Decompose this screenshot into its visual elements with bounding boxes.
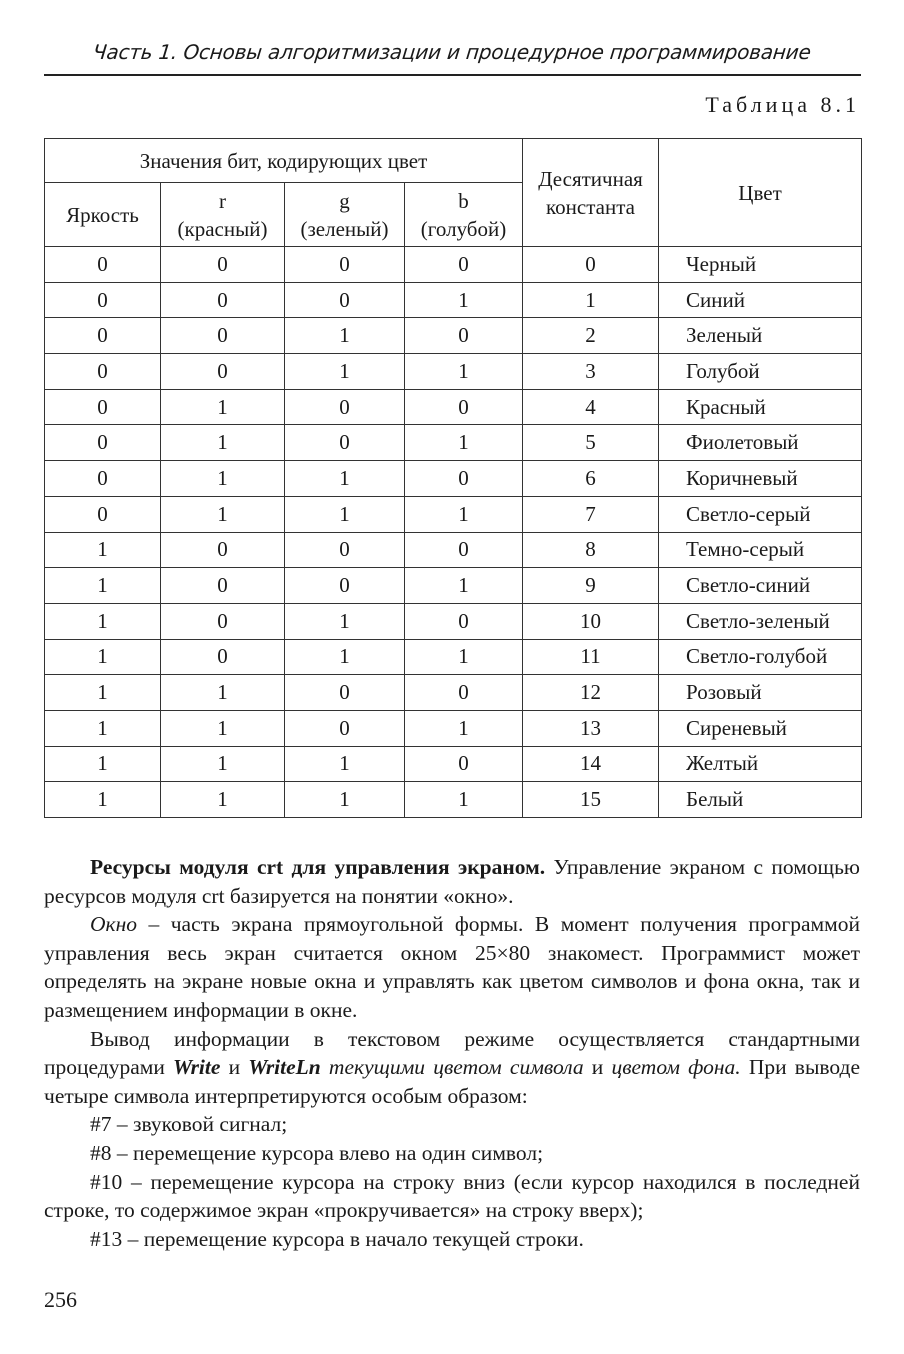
bits-group-header: Значения бит, кодирующих цвет: [45, 139, 523, 183]
green-bit-cell: 1: [285, 782, 405, 818]
table-row: [45, 603, 862, 639]
table-row: [45, 568, 862, 604]
green-bit-cell: 0: [285, 247, 405, 283]
table-row: [45, 318, 862, 354]
green-bit-cell: 1: [285, 746, 405, 782]
brightness-cell: 0: [45, 389, 161, 425]
conjunction: и: [583, 1055, 612, 1080]
color-name-cell: Фиолетовый: [659, 425, 862, 461]
color-name-cell: Красный: [659, 389, 862, 425]
decimal-cell: 15: [523, 782, 659, 818]
table-row: [45, 282, 862, 318]
red-bit-name: (красный): [177, 216, 268, 241]
green-bit-cell: 0: [285, 282, 405, 318]
blue-bit-cell: 0: [405, 318, 523, 354]
color-name-cell: Желтый: [659, 746, 862, 782]
red-bit-letter: r: [219, 188, 226, 213]
red-bit-cell: 1: [161, 710, 285, 746]
green-bit-letter: g: [339, 188, 350, 213]
color-name-cell: Темно-серый: [659, 532, 862, 568]
color-name-cell: Голубой: [659, 354, 862, 390]
table-row: [45, 639, 862, 675]
green-bit-name: (зеленый): [300, 216, 389, 241]
blue-bit-cell: 1: [405, 639, 523, 675]
green-bit-cell: 0: [285, 532, 405, 568]
table-row: [45, 461, 862, 497]
blue-bit-cell: 0: [405, 532, 523, 568]
table-row: [45, 425, 862, 461]
decimal-cell: 13: [523, 710, 659, 746]
red-bit-cell: 0: [161, 568, 285, 604]
brightness-cell: 1: [45, 639, 161, 675]
color-name-cell: Розовый: [659, 675, 862, 711]
italic-phrase: цветом фона.: [611, 1055, 741, 1080]
color-name-cell: Светло-синий: [659, 568, 862, 604]
green-bit-cell: 0: [285, 568, 405, 604]
red-bit-cell: 1: [161, 746, 285, 782]
color-name-cell: Коричневый: [659, 461, 862, 497]
brightness-cell: 0: [45, 318, 161, 354]
blue-bit-cell: 0: [405, 603, 523, 639]
brightness-cell: 1: [45, 603, 161, 639]
green-bit-cell: 1: [285, 354, 405, 390]
blue-bit-letter: b: [458, 188, 469, 213]
green-bit-header: [285, 183, 405, 247]
red-bit-cell: 1: [161, 496, 285, 532]
procedure-write: Write: [173, 1055, 221, 1080]
table-caption: Таблица 8.1: [705, 92, 860, 117]
color-name-cell: Черный: [659, 247, 862, 283]
brightness-header: Яркость: [45, 183, 161, 247]
brightness-cell: 0: [45, 282, 161, 318]
decimal-cell: 1: [523, 282, 659, 318]
red-bit-cell: 0: [161, 354, 285, 390]
decimal-cell: 2: [523, 318, 659, 354]
blue-bit-name: (голубой): [420, 216, 507, 241]
color-name-cell: Светло-зеленый: [659, 603, 862, 639]
page-number: 256: [44, 1287, 77, 1312]
decimal-cell: 10: [523, 603, 659, 639]
header-rule: [44, 74, 861, 76]
table-row: [45, 496, 862, 532]
paragraph-output: [44, 1025, 860, 1111]
table-row: [45, 532, 862, 568]
blue-bit-cell: 1: [405, 568, 523, 604]
table-row: [45, 354, 862, 390]
procedure-writeln: WriteLn: [248, 1055, 321, 1080]
paragraph-window: [44, 910, 860, 1024]
green-bit-cell: 0: [285, 389, 405, 425]
table-row: [45, 389, 862, 425]
red-bit-header: [161, 183, 285, 247]
blue-bit-cell: 1: [405, 496, 523, 532]
list-item-backspace: #8 – перемещение курсора влево на один символ;: [90, 1140, 544, 1165]
decimal-cell: 0: [523, 247, 659, 283]
brightness-cell: 0: [45, 461, 161, 497]
decimal-cell: 3: [523, 354, 659, 390]
blue-bit-cell: 0: [405, 247, 523, 283]
brightness-cell: 0: [45, 354, 161, 390]
blue-bit-header: [405, 183, 523, 247]
red-bit-cell: 0: [161, 532, 285, 568]
brightness-cell: 1: [45, 568, 161, 604]
list-item-carriage-return: #13 – перемещение курсора в начало текущей строки.: [90, 1226, 584, 1251]
color-name-cell: Светло-серый: [659, 496, 862, 532]
green-bit-cell: 1: [285, 461, 405, 497]
italic-phrase: текущими цветом символа: [320, 1055, 584, 1080]
green-bit-cell: 1: [285, 318, 405, 354]
table-row: [45, 247, 862, 283]
paragraph-crt-resources: [44, 853, 860, 910]
green-bit-cell: 0: [285, 425, 405, 461]
brightness-cell: 1: [45, 746, 161, 782]
section-lead: Ресурсы модуля crt для управления экраном.: [90, 855, 546, 879]
red-bit-cell: 0: [161, 603, 285, 639]
window-term: Окно: [90, 912, 137, 937]
brightness-cell: 1: [45, 675, 161, 711]
color-name-cell: Белый: [659, 782, 862, 818]
red-bit-cell: 0: [161, 247, 285, 283]
brightness-cell: 1: [45, 710, 161, 746]
decimal-cell: 12: [523, 675, 659, 711]
brightness-cell: 1: [45, 532, 161, 568]
paragraph-text: При выводе четыре символа интерпретируются особым образом:: [44, 1055, 861, 1108]
blue-bit-cell: 1: [405, 782, 523, 818]
blue-bit-cell: 1: [405, 710, 523, 746]
red-bit-cell: 1: [161, 389, 285, 425]
decimal-header-line1: Десятичная: [538, 166, 643, 191]
paragraph-text: – часть экрана прямоугольной формы. В момент получения программой управления весь экран считается окном 25×80 знакомест. Программист может определять на экране новые окна и управлять как цветом символов и фона окна, так и размещением информации в окне.: [44, 912, 860, 1022]
decimal-cell: 7: [523, 496, 659, 532]
blue-bit-cell: 0: [405, 675, 523, 711]
table-row: [45, 675, 862, 711]
running-head: Часть 1. Основы алгоритмизации и процедурное программирование: [91, 40, 813, 64]
decimal-header-line2: константа: [546, 194, 635, 219]
table-row: [45, 746, 862, 782]
red-bit-cell: 0: [161, 318, 285, 354]
red-bit-cell: 1: [161, 461, 285, 497]
red-bit-cell: 0: [161, 282, 285, 318]
decimal-constant-header: [523, 139, 659, 247]
decimal-cell: 4: [523, 389, 659, 425]
conjunction: и: [220, 1055, 249, 1080]
red-bit-cell: 1: [161, 675, 285, 711]
brightness-cell: 0: [45, 425, 161, 461]
table-row: [45, 782, 862, 818]
red-bit-cell: 1: [161, 425, 285, 461]
decimal-cell: 5: [523, 425, 659, 461]
list-item-bell: #7 – звуковой сигнал;: [90, 1112, 288, 1137]
green-bit-cell: 0: [285, 675, 405, 711]
paragraph-text: Вывод информации в текстовом режиме осуществляется стандартными процедурами: [44, 1026, 860, 1080]
red-bit-cell: 1: [161, 782, 285, 818]
blue-bit-cell: 0: [405, 461, 523, 497]
brightness-cell: 0: [45, 496, 161, 532]
table-row: [45, 710, 862, 746]
brightness-cell: 1: [45, 782, 161, 818]
color-table: [44, 138, 862, 818]
color-name-cell: Сиреневый: [659, 710, 862, 746]
color-name-cell: Зеленый: [659, 318, 862, 354]
list-item-linefeed: #10 – перемещение курсора на строку вниз (если курсор находился в последней строке, то содержимое экран «прокручивается» на строку вверх);: [44, 1169, 860, 1223]
blue-bit-cell: 0: [405, 746, 523, 782]
blue-bit-cell: 0: [405, 389, 523, 425]
body-text: [44, 853, 860, 1253]
paragraph-text: Управление экраном с помощью ресурсов модуля crt базируется на понятии «окно».: [44, 855, 860, 908]
blue-bit-cell: 1: [405, 354, 523, 390]
decimal-cell: 11: [523, 639, 659, 675]
table-body: [45, 247, 862, 818]
green-bit-cell: 1: [285, 639, 405, 675]
decimal-cell: 6: [523, 461, 659, 497]
decimal-cell: 9: [523, 568, 659, 604]
color-name-cell: Светло-голубой: [659, 639, 862, 675]
blue-bit-cell: 1: [405, 425, 523, 461]
color-name-header: Цвет: [659, 139, 862, 247]
decimal-cell: 8: [523, 532, 659, 568]
green-bit-cell: 1: [285, 603, 405, 639]
green-bit-cell: 0: [285, 710, 405, 746]
red-bit-cell: 0: [161, 639, 285, 675]
blue-bit-cell: 1: [405, 282, 523, 318]
brightness-cell: 0: [45, 247, 161, 283]
green-bit-cell: 1: [285, 496, 405, 532]
color-name-cell: Синий: [659, 282, 862, 318]
decimal-cell: 14: [523, 746, 659, 782]
